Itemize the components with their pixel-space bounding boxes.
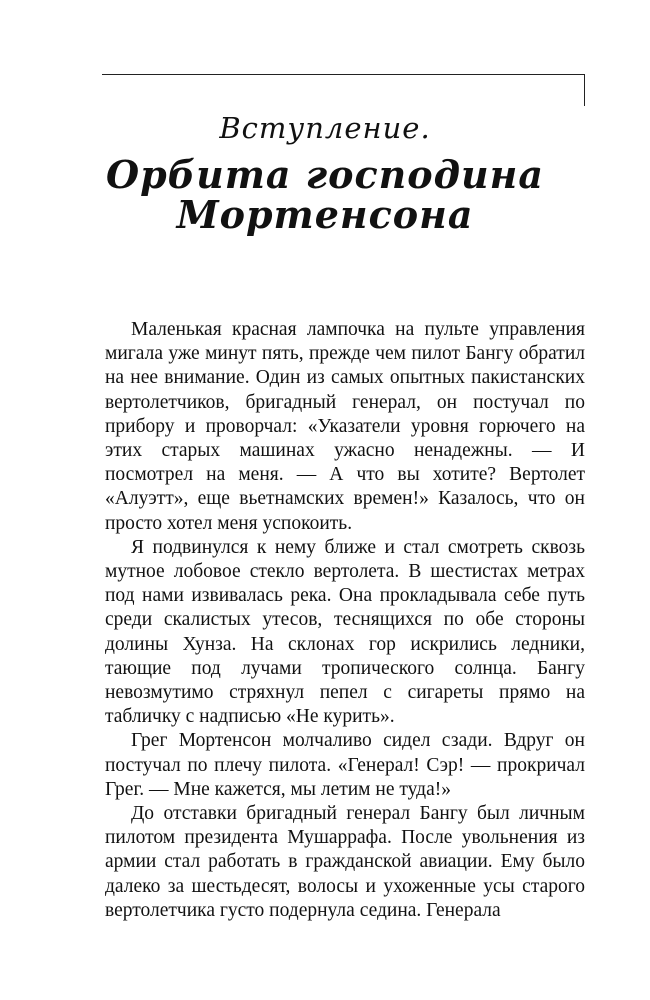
body-text	[105, 318, 585, 923]
chapter-title-line-2: Мортенсона	[176, 192, 474, 237]
paragraph-2: Я подвинулся к нему ближе и стал смотреть сквозь мутное лобовое стекло вертолета. В шестистах метрах под нами извивалась река. Она прокладывала себе путь среди скалистых утесов, теснящихся по обе стороны долины Хунза. На склонах гор искрились ледники, тающие под лучами тропического солнца. Бангу невозмутимо стряхнул пепел с сигареты прямо на табличку с надписью «Не курить».	[105, 536, 585, 728]
paragraph-4: До отставки бригадный генерал Бангу был личным пилотом президента Мушаррафа. После увольнения из армии стал работать в гражданской авиации. Ему было далеко за шестьдесят, волосы и ухоженные усы старого вертолетчика густо подернула седина. Генерала	[105, 803, 585, 921]
header-rule-horizontal	[102, 74, 584, 75]
section-label: Вступление.	[219, 111, 431, 145]
chapter-title-line-1: Орбита господина	[105, 152, 544, 197]
paragraph-1: Маленькая красная лампочка на пульте управления мигала уже минут пять, прежде чем пилот Бангу обратил на нее внимание. Один из самых опытных пакистанских вертолетчиков, бригадный генерал, он постучал по прибору и проворчал: «Указатели уровня горючего на этих старых машинах ужасно ненадежны. — И посмотрел на меня. — А что вы хотите? Вертолет «Алуэтт», еще вьетнамских времен!» Казалось, что он просто хотел меня успокоить.	[105, 319, 585, 534]
header-rule-vertical	[584, 74, 585, 106]
paragraph-3: Грег Мортенсон молчаливо сидел сзади. Вдруг он постучал по плечу пилота. «Генерал! Сэр! — прокричал Грег. — Мне кажется, мы летим не туда!»	[105, 730, 585, 800]
